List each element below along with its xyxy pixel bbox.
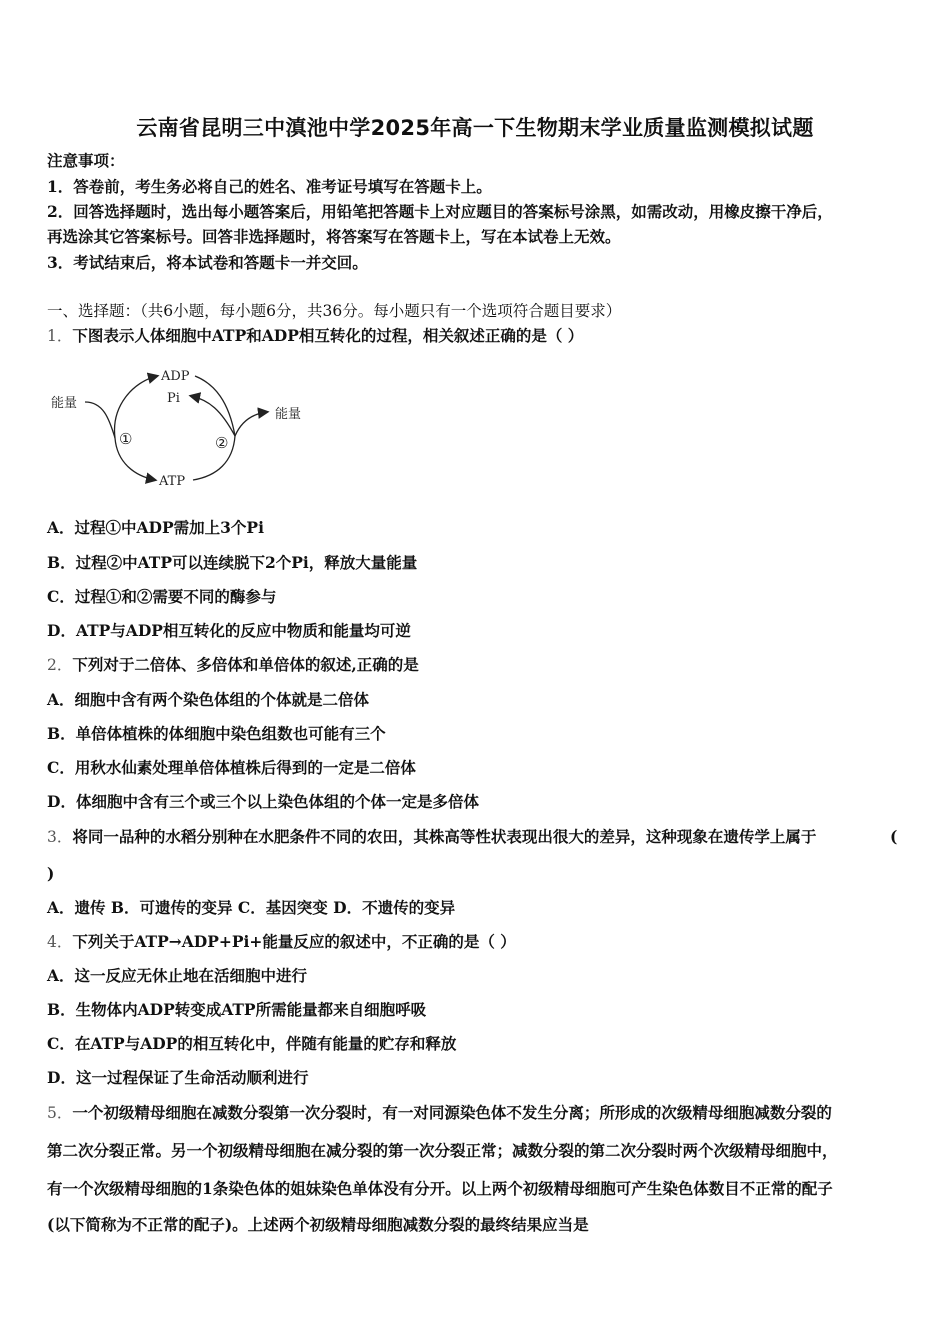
energy-input-arrow xyxy=(85,402,115,438)
option-c: C．过程①和②需要不同的酶参与 xyxy=(47,587,277,606)
step-2-marker: ② xyxy=(215,434,229,452)
question-number: 3． xyxy=(47,828,73,846)
atp-return-curve xyxy=(193,436,235,480)
option-a: A．这一反应无休止地在活细胞中进行 xyxy=(47,966,308,985)
option-d: D．体细胞中含有三个或三个以上染色体组的个体一定是多倍体 xyxy=(47,792,479,811)
question-text: 下列关于ATP→ADP+Pi+能量反应的叙述中，不正确的是（ ） xyxy=(72,932,516,951)
option-b: B．过程②中ATP可以连续脱下2个Pi，释放大量能量 xyxy=(47,553,418,572)
question-1 xyxy=(47,326,583,346)
notice-item: 2．回答选择题时，选出每小题答案后，用铅笔把答题卡上对应题目的答案标号涂黑，如需改动，用橡皮擦干净后， xyxy=(47,202,833,221)
option-b: B．生物体内ADP转变成ATP所需能量都来自细胞呼吸 xyxy=(47,1000,427,1019)
option-d: D．ATP与ADP相互转化的反应中物质和能量均可逆 xyxy=(47,621,411,640)
adp-return-curve xyxy=(195,376,235,436)
energy-input-label: 能量 xyxy=(51,396,78,411)
question-text: 下图表示人体细胞中ATP和ADP相互转化的过程，相关叙述正确的是（ ） xyxy=(72,326,584,345)
atp-adp-cycle-diagram xyxy=(45,358,320,498)
question-number: 1． xyxy=(47,327,73,345)
atp-label: ATP xyxy=(159,474,186,489)
options-inline: A．遗传 B．可遗传的变异 C．基因突变 D．不遗传的变异 xyxy=(47,898,456,917)
option-d: D．这一过程保证了生命活动顺利进行 xyxy=(47,1068,309,1087)
question-text: 将同一品种的水稻分别种在水肥条件不同的农田，其株高等性状表现出很大的差异，这种现象在遗传学上属于 xyxy=(72,827,817,846)
question-number: 4． xyxy=(47,933,73,951)
question-5 xyxy=(47,1103,832,1123)
exam-title: 云南省昆明三中滇池中学2025年高一下生物期末学业质量监测模拟试题 xyxy=(136,116,814,140)
adp-arrow xyxy=(115,376,157,438)
option-c: C．在ATP与ADP的相互转化中，伴随有能量的贮存和释放 xyxy=(47,1034,457,1053)
answer-paren-close: ) xyxy=(47,864,55,883)
section-heading: 一、选择题：（共6小题，每小题6分，共36分。每小题只有一个选项符合题目要求） xyxy=(47,302,622,320)
question-text: 一个初级精母细胞在减数分裂第一次分裂时，有一对同源染色体不发生分离；所形成的次级精母细胞减数分裂的 xyxy=(72,1103,832,1122)
adp-label: ADP xyxy=(161,369,190,384)
energy-output-arrow xyxy=(235,412,267,436)
question-text: 下列对于二倍体、多倍体和单倍体的叙述,正确的是 xyxy=(72,655,419,674)
answer-paren-open: ( xyxy=(890,827,898,846)
option-a: A．细胞中含有两个染色体组的个体就是二倍体 xyxy=(47,690,370,709)
question-text-line: 第二次分裂正常。另一个初级精母细胞在减分裂的第一次分裂正常；减数分裂的第二次分裂时两个次级精母细胞中， xyxy=(47,1141,838,1160)
energy-output-label: 能量 xyxy=(275,407,302,422)
question-number: 5． xyxy=(47,1104,73,1122)
notice-item: 1．答卷前，考生务必将自己的姓名、准考证号填写在答题卡上。 xyxy=(47,177,492,196)
question-2 xyxy=(47,655,419,675)
question-number: 2． xyxy=(47,656,73,674)
question-4 xyxy=(47,932,516,952)
question-3 xyxy=(47,827,816,847)
question-text-line: (以下简称为不正常的配子)。上述两个初级精母细胞减数分裂的最终结果应当是 xyxy=(47,1215,589,1234)
option-b: B．单倍体植株的体细胞中染色组数也可能有三个 xyxy=(47,724,386,743)
option-c: C．用秋水仙素处理单倍体植株后得到的一定是二倍体 xyxy=(47,758,416,777)
notice-heading: 注意事项： xyxy=(47,151,125,170)
step-1-marker: ① xyxy=(119,430,133,448)
notice-item: 3．考试结束后，将本试卷和答题卡一并交回。 xyxy=(47,253,368,272)
option-a: A．过程①中ADP需加上3个Pi xyxy=(47,518,264,537)
pi-arrow xyxy=(191,396,235,436)
question-text-line: 有一个次级精母细胞的1条染色体的姐妹染色单体没有分开。以上两个初级精母细胞可产生染色体数目不正常的配子 xyxy=(47,1179,833,1198)
notice-item: 再选涂其它答案标号。回答非选择题时，将答案写在答题卡上，写在本试卷上无效。 xyxy=(47,227,621,246)
pi-label: Pi xyxy=(167,391,180,406)
